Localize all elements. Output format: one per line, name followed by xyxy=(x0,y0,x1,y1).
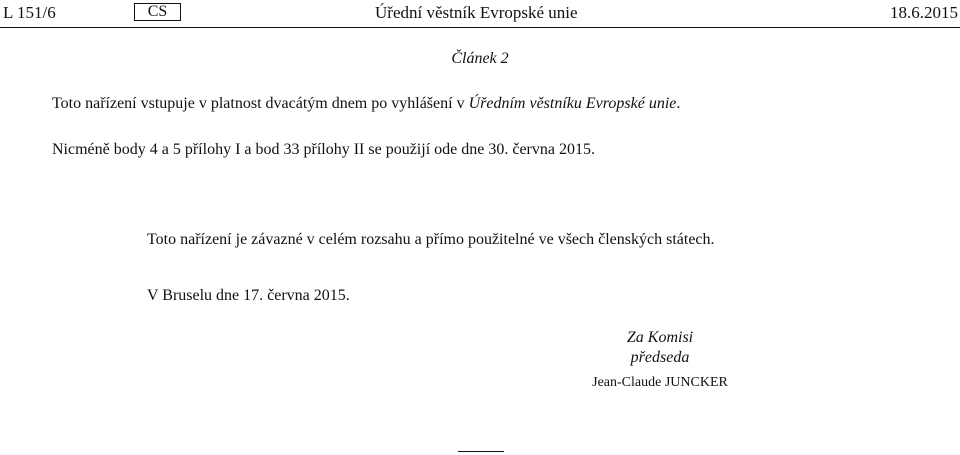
paragraph-end: . xyxy=(676,95,681,112)
signatory-body: Za Komisi xyxy=(626,329,694,346)
signature-block xyxy=(560,328,760,392)
publication-date: 18.6.2015 xyxy=(890,3,958,22)
paragraph-text: Toto nařízení vstupuje v platnost dvacátým dnem po vyhlášení v xyxy=(52,95,469,112)
header-divider xyxy=(0,27,960,28)
journal-reference: L 151/6 xyxy=(3,3,56,22)
application-date-paragraph: Nicméně body 4 a 5 přílohy I a bod 33 přílohy II se použijí ode dne 30. června 2015. xyxy=(52,141,595,158)
signatory-role: předseda xyxy=(630,349,690,366)
place-and-date: V Bruselu dne 17. června 2015. xyxy=(147,287,350,304)
journal-title: Úřední věstník Evropské unie xyxy=(375,3,578,22)
article-heading: Článek 2 xyxy=(451,50,509,67)
footnote-divider xyxy=(458,451,504,452)
journal-name-italic: Úředním věstníku Evropské unie xyxy=(468,95,677,112)
binding-clause: Toto nařízení je závazné v celém rozsahu a přímo použitelné ve všech členských státech. xyxy=(147,231,715,248)
signatory-name: Jean-Claude JUNCKER xyxy=(592,375,728,390)
language-box: CS xyxy=(134,3,181,21)
page-header xyxy=(0,0,960,26)
entry-into-force-paragraph xyxy=(52,94,680,114)
